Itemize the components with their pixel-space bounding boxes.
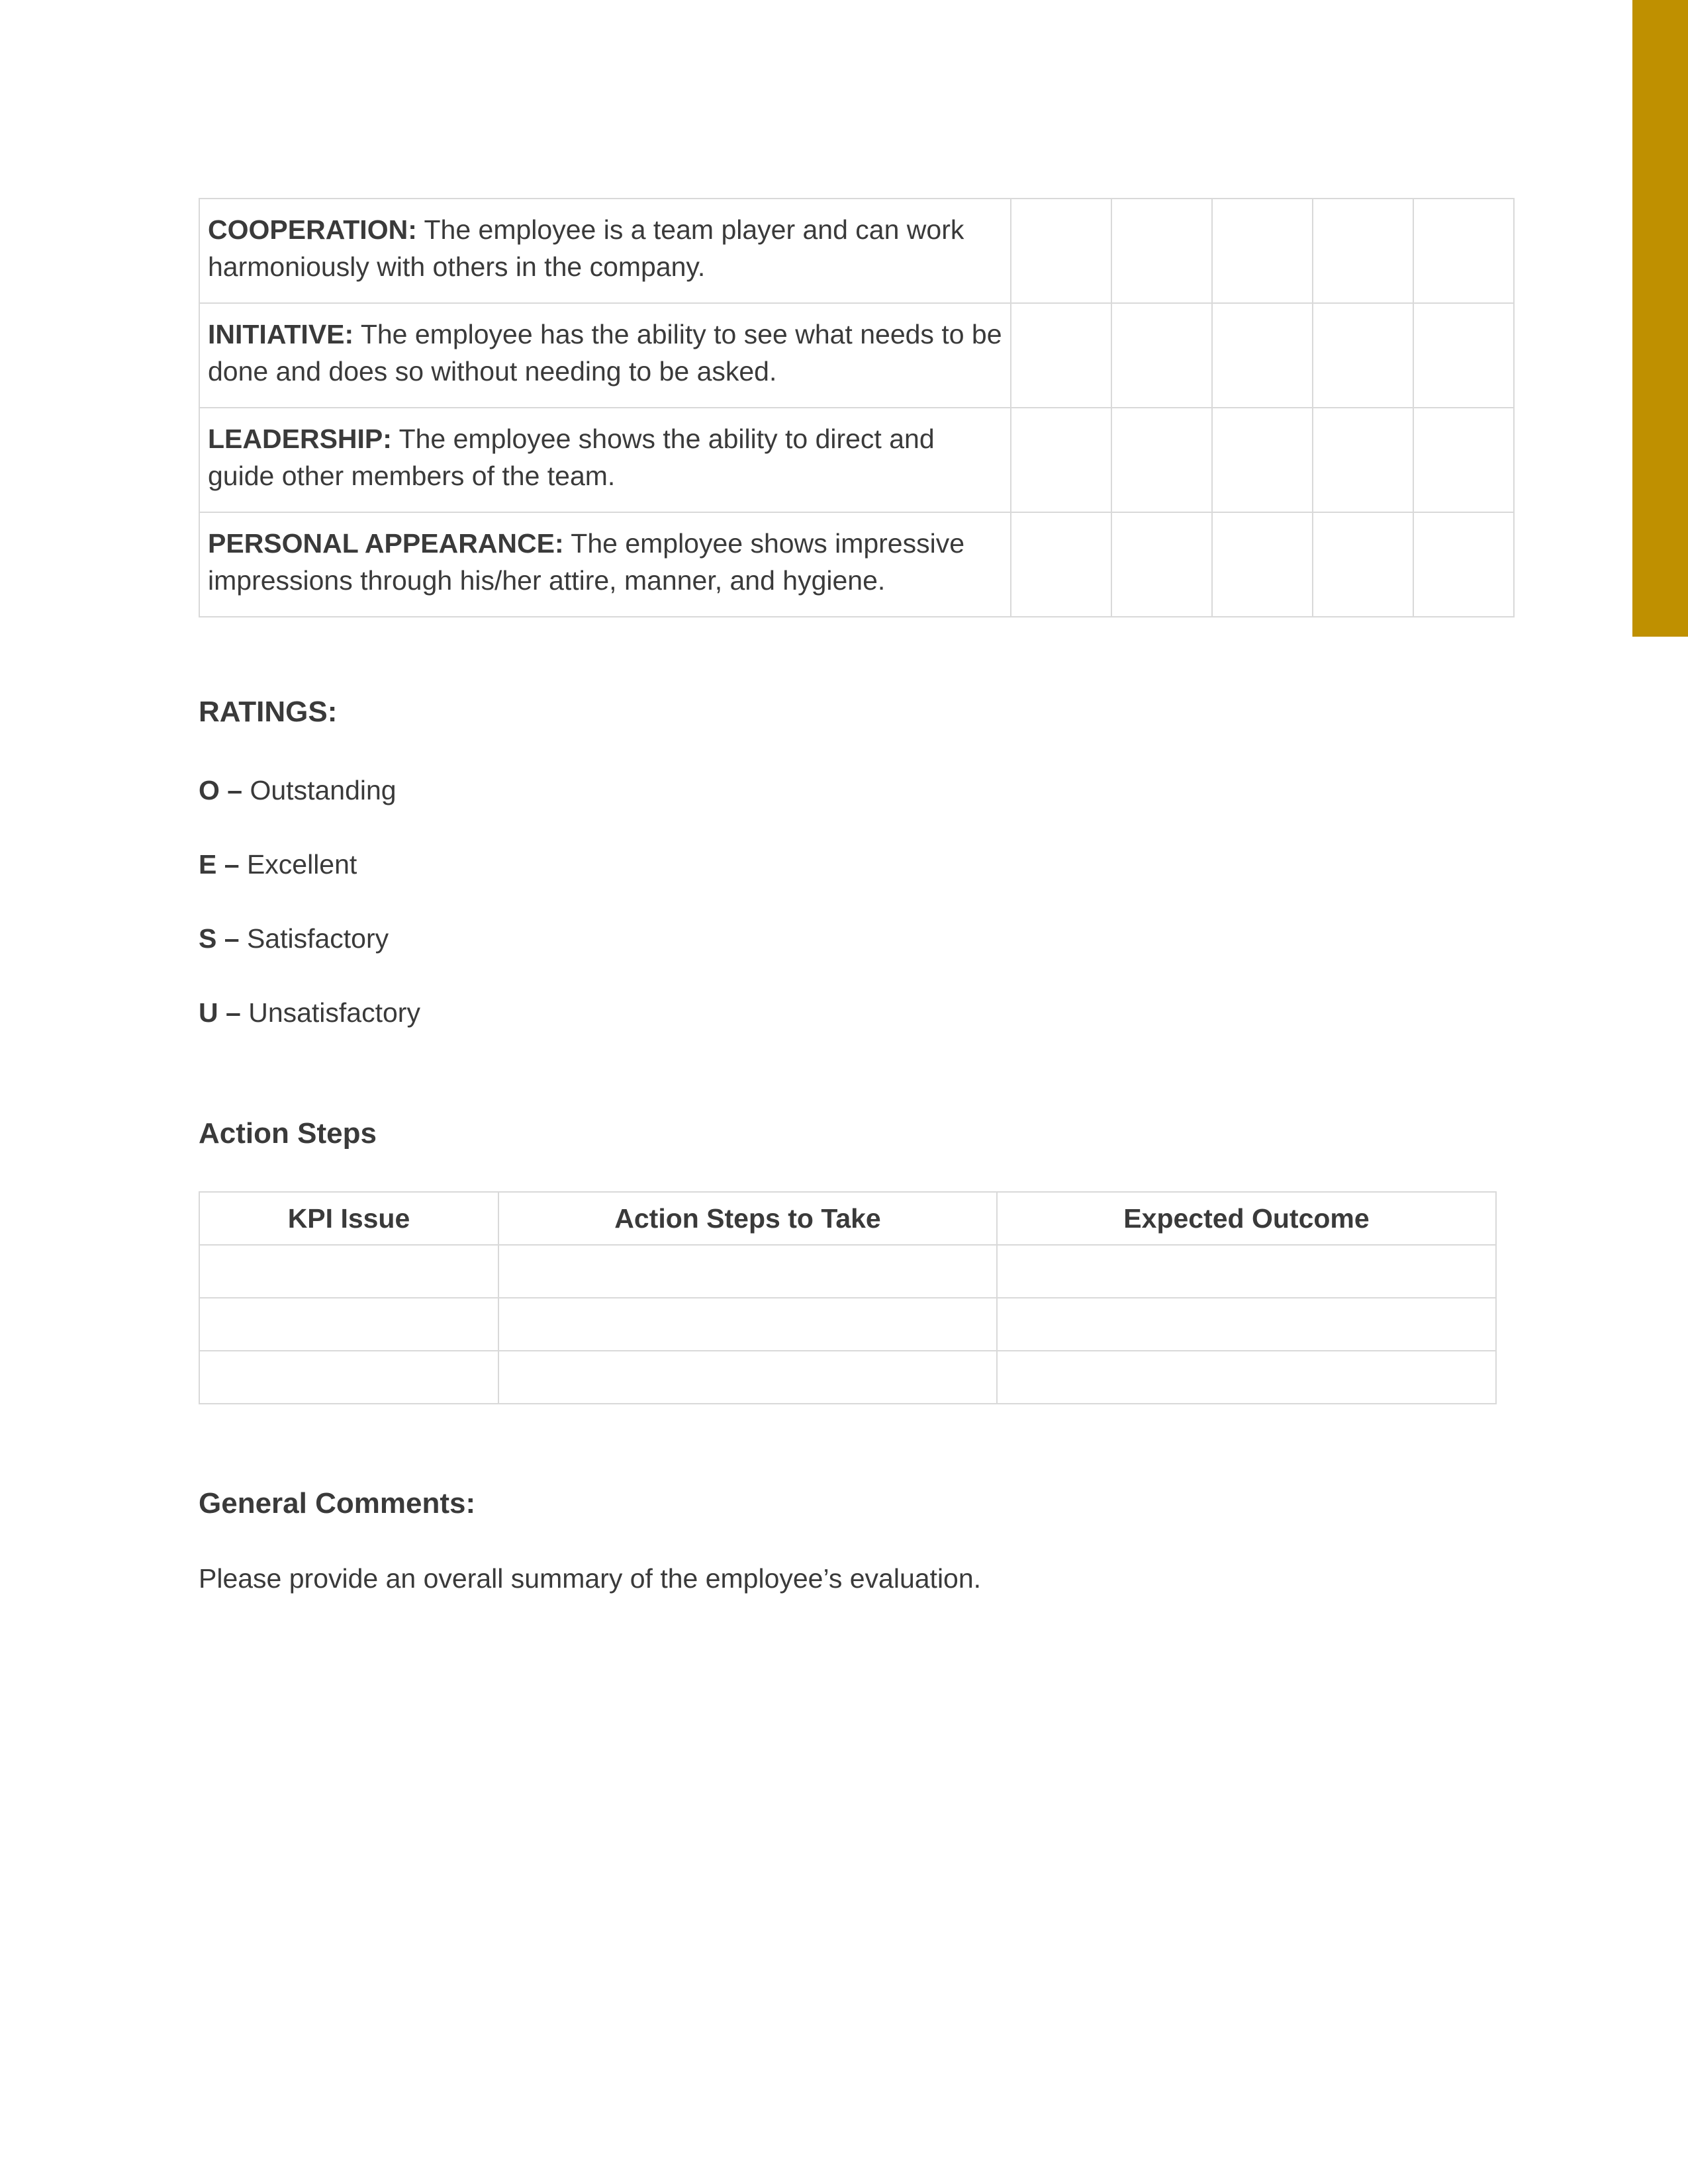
action-steps-cell[interactable]: [498, 1351, 997, 1404]
kpi-issue-cell[interactable]: [199, 1245, 498, 1298]
general-comments-heading: General Comments:: [199, 1487, 476, 1520]
rating-cell[interactable]: [1413, 512, 1514, 617]
rating-code: O –: [199, 775, 243, 805]
rating-cell[interactable]: [1212, 512, 1313, 617]
criteria-cell: [199, 408, 1011, 512]
rating-cell[interactable]: [1313, 199, 1413, 303]
criteria-description: The employee shows impressive impressions through his/her attire, manner, and hygiene.: [208, 528, 965, 596]
rating-legend-item: [199, 849, 357, 880]
table-row: [199, 1351, 1496, 1404]
rating-cell[interactable]: [1313, 512, 1413, 617]
rating-code: E –: [199, 849, 240, 880]
rating-code: S –: [199, 923, 240, 954]
criteria-name: INITIATIVE:: [208, 319, 354, 349]
criteria-description: The employee has the ability to see what needs to be done and does so without needing to be asked.: [208, 319, 1002, 387]
criteria-row-personal-appearance: [199, 512, 1514, 617]
action-steps-heading: Action Steps: [199, 1117, 377, 1150]
criteria-description: The employee shows the ability to direct and guide other members of the team.: [208, 424, 935, 491]
action-steps-cell[interactable]: [498, 1245, 997, 1298]
rating-legend-item: [199, 923, 389, 954]
kpi-issue-cell[interactable]: [199, 1298, 498, 1351]
rating-cell[interactable]: [1011, 408, 1111, 512]
rating-legend-item: [199, 997, 420, 1028]
rating-cell[interactable]: [1212, 303, 1313, 408]
rating-label: Excellent: [239, 849, 357, 880]
rating-cell[interactable]: [1413, 199, 1514, 303]
rating-cell[interactable]: [1011, 303, 1111, 408]
rating-cell[interactable]: [1011, 199, 1111, 303]
criteria-description: The employee is a team player and can work harmoniously with others in the company.: [208, 214, 964, 282]
criteria-row-leadership: [199, 408, 1514, 512]
column-header-kpi-issue: KPI Issue: [199, 1192, 498, 1245]
rating-cell[interactable]: [1413, 303, 1514, 408]
rating-cell[interactable]: [1313, 408, 1413, 512]
expected-outcome-cell[interactable]: [997, 1351, 1496, 1404]
accent-bar: [1632, 0, 1688, 637]
rating-cell[interactable]: [1212, 199, 1313, 303]
criteria-row-initiative: [199, 303, 1514, 408]
criteria-name: COOPERATION:: [208, 214, 417, 245]
rating-cell[interactable]: [1413, 408, 1514, 512]
criteria-name: PERSONAL APPEARANCE:: [208, 528, 564, 559]
criteria-cell: [199, 512, 1011, 617]
rating-label: Outstanding: [242, 775, 397, 805]
criteria-name: LEADERSHIP:: [208, 424, 392, 454]
criteria-row-cooperation: [199, 199, 1514, 303]
table-header-row: [199, 1192, 1496, 1245]
rating-cell[interactable]: [1011, 512, 1111, 617]
criteria-cell: [199, 199, 1011, 303]
rating-code: U –: [199, 997, 241, 1028]
kpi-issue-cell[interactable]: [199, 1351, 498, 1404]
criteria-cell: [199, 303, 1011, 408]
rating-cell[interactable]: [1111, 408, 1212, 512]
column-header-action-steps: Action Steps to Take: [498, 1192, 997, 1245]
column-header-expected-outcome: Expected Outcome: [997, 1192, 1496, 1245]
action-steps-cell[interactable]: [498, 1298, 997, 1351]
rating-label: Unsatisfactory: [240, 997, 420, 1028]
action-steps-table: [199, 1191, 1497, 1404]
ratings-heading: RATINGS:: [199, 696, 338, 728]
criteria-table: [199, 198, 1515, 617]
expected-outcome-cell[interactable]: [997, 1245, 1496, 1298]
rating-cell[interactable]: [1111, 303, 1212, 408]
rating-cell[interactable]: [1111, 512, 1212, 617]
table-row: [199, 1245, 1496, 1298]
rating-cell[interactable]: [1212, 408, 1313, 512]
table-row: [199, 1298, 1496, 1351]
general-comments-text: Please provide an overall summary of the employee’s evaluation.: [199, 1563, 982, 1594]
rating-cell[interactable]: [1111, 199, 1212, 303]
rating-label: Satisfactory: [239, 923, 389, 954]
rating-cell[interactable]: [1313, 303, 1413, 408]
expected-outcome-cell[interactable]: [997, 1298, 1496, 1351]
rating-legend-item: [199, 775, 397, 806]
